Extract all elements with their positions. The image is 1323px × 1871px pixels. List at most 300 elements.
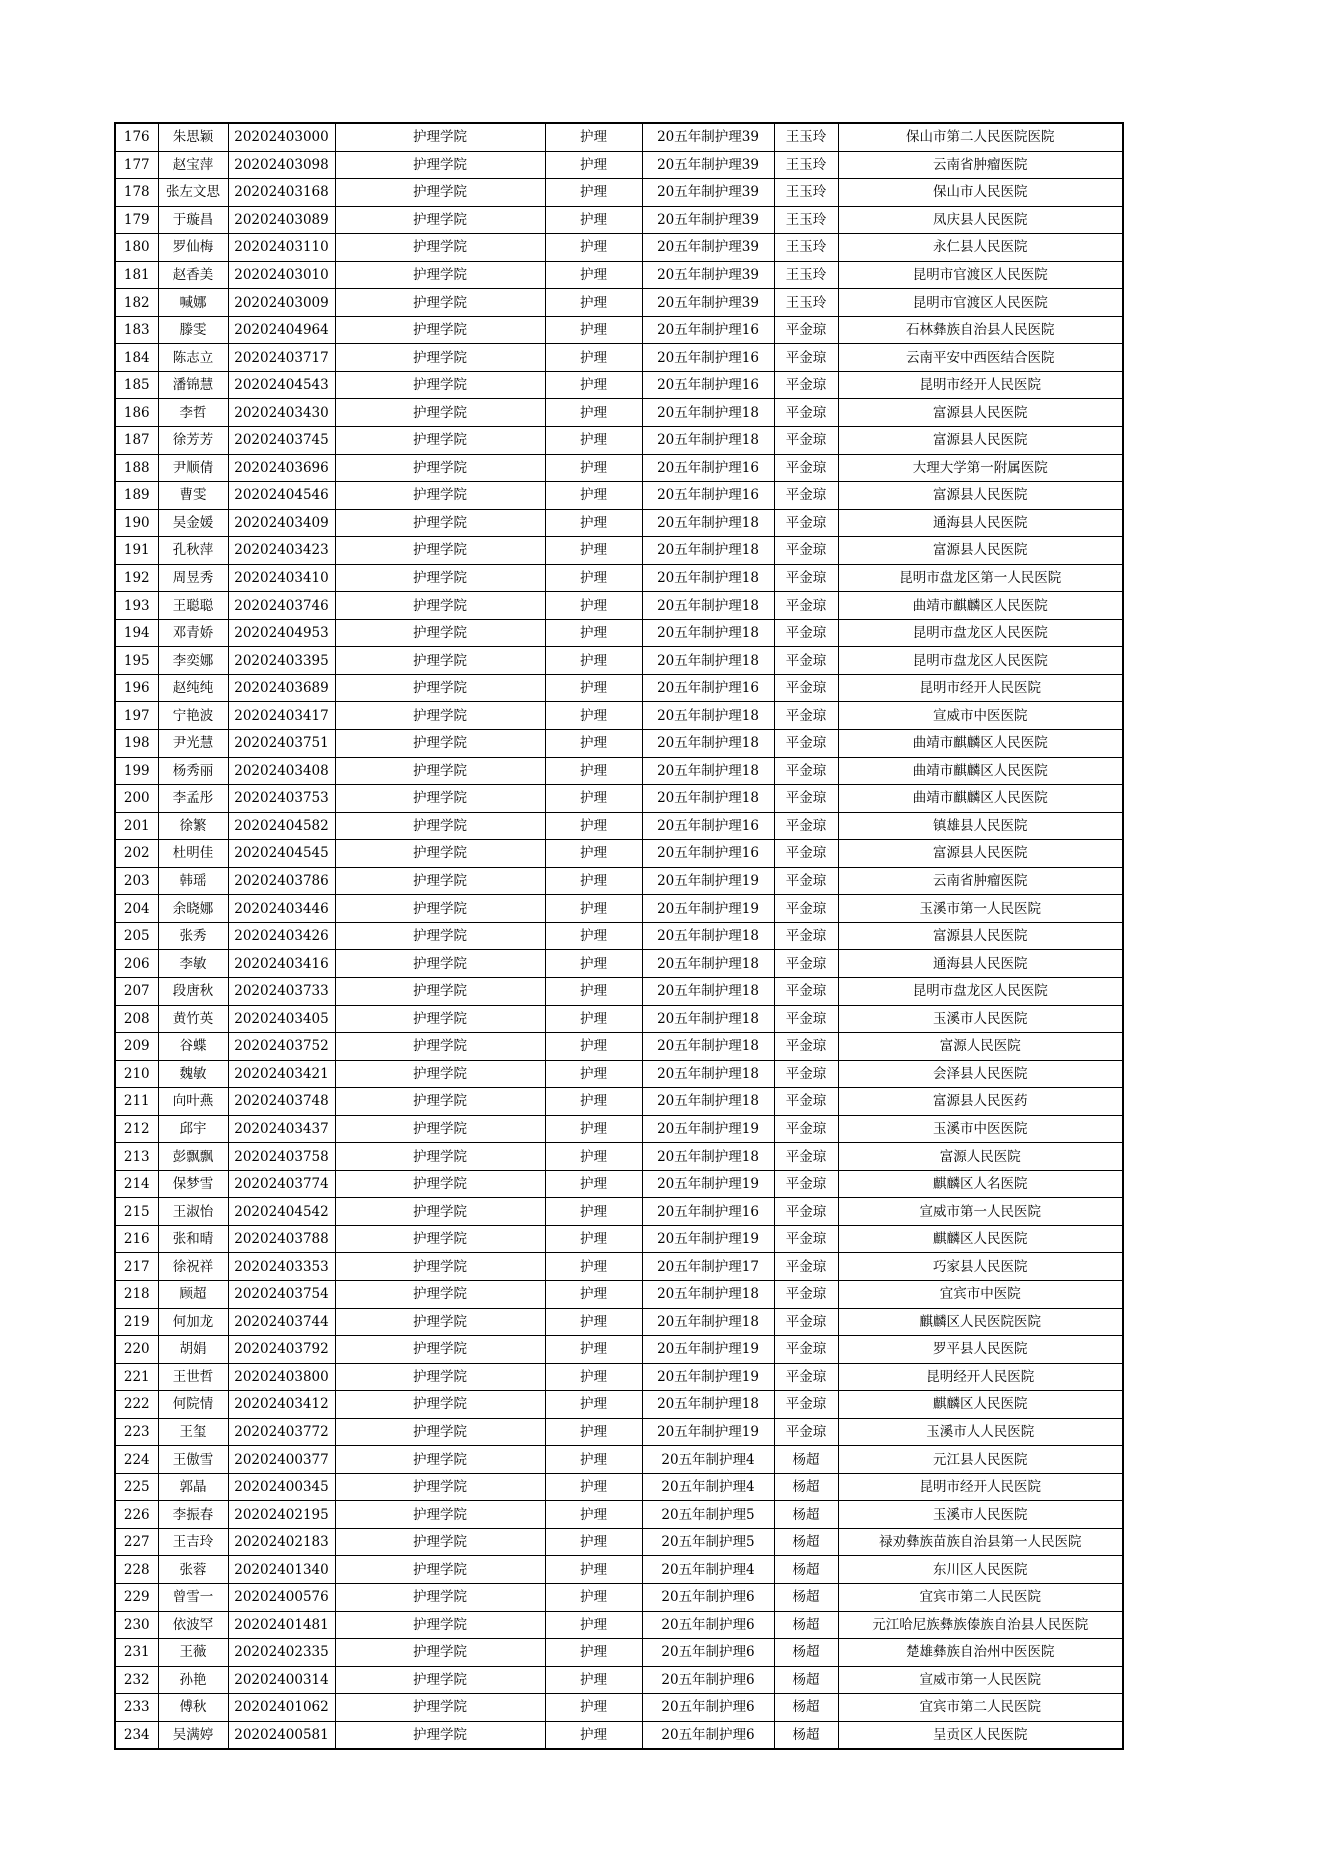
row-number-cell: 195 — [115, 647, 158, 675]
student-id-cell: 20202403417 — [228, 702, 335, 730]
student-id-cell: 20202403410 — [228, 564, 335, 592]
college-cell: 护理学院 — [335, 1611, 545, 1639]
college-cell: 护理学院 — [335, 1198, 545, 1226]
class-name-cell: 20五年制护理6 — [642, 1721, 774, 1749]
row-number-cell: 223 — [115, 1418, 158, 1446]
student-id-cell: 20202403752 — [228, 1033, 335, 1061]
table-row — [115, 1143, 1123, 1171]
major-cell: 护理 — [545, 1253, 642, 1281]
internship-hospital-cell: 保山市人民医院 — [838, 179, 1123, 207]
row-number-cell: 232 — [115, 1666, 158, 1694]
college-cell: 护理学院 — [335, 1528, 545, 1556]
class-name-cell: 20五年制护理39 — [642, 261, 774, 289]
row-number-cell: 191 — [115, 537, 158, 565]
major-cell: 护理 — [545, 482, 642, 510]
class-name-cell: 20五年制护理18 — [642, 757, 774, 785]
college-cell: 护理学院 — [335, 1143, 545, 1171]
row-number-cell: 208 — [115, 1005, 158, 1033]
row-number-cell: 181 — [115, 261, 158, 289]
student-id-cell: 20202400581 — [228, 1721, 335, 1749]
student-id-cell: 20202402195 — [228, 1501, 335, 1529]
table-row — [115, 1694, 1123, 1722]
supervisor-cell: 平金琼 — [774, 371, 838, 399]
internship-hospital-cell: 会泽县人民医院 — [838, 1060, 1123, 1088]
table-row — [115, 1528, 1123, 1556]
student-roster-table — [114, 122, 1124, 1750]
supervisor-cell: 平金琼 — [774, 1225, 838, 1253]
major-cell: 护理 — [545, 785, 642, 813]
internship-hospital-cell: 昆明市盘龙区人民医院 — [838, 619, 1123, 647]
supervisor-cell: 平金琼 — [774, 785, 838, 813]
class-name-cell: 20五年制护理6 — [642, 1583, 774, 1611]
table-row — [115, 206, 1123, 234]
major-cell: 护理 — [545, 592, 642, 620]
student-id-cell: 20202403792 — [228, 1336, 335, 1364]
class-name-cell: 20五年制护理39 — [642, 234, 774, 262]
student-name-cell: 潘锦慧 — [158, 371, 228, 399]
supervisor-cell: 平金琼 — [774, 922, 838, 950]
supervisor-cell: 杨超 — [774, 1446, 838, 1474]
supervisor-cell: 平金琼 — [774, 1336, 838, 1364]
class-name-cell: 20五年制护理5 — [642, 1528, 774, 1556]
internship-hospital-cell: 富源人民医院 — [838, 1033, 1123, 1061]
row-number-cell: 194 — [115, 619, 158, 647]
row-number-cell: 227 — [115, 1528, 158, 1556]
major-cell: 护理 — [545, 399, 642, 427]
internship-hospital-cell: 云南省肿瘤医院 — [838, 151, 1123, 179]
class-name-cell: 20五年制护理18 — [642, 619, 774, 647]
supervisor-cell: 平金琼 — [774, 1088, 838, 1116]
supervisor-cell: 杨超 — [774, 1528, 838, 1556]
internship-hospital-cell: 富源县人民医院 — [838, 922, 1123, 950]
student-name-cell: 王傲雪 — [158, 1446, 228, 1474]
student-name-cell: 朱思颖 — [158, 123, 228, 151]
table-row — [115, 1583, 1123, 1611]
row-number-cell: 188 — [115, 454, 158, 482]
student-name-cell: 滕雯 — [158, 316, 228, 344]
row-number-cell: 198 — [115, 730, 158, 758]
student-name-cell: 周昱秀 — [158, 564, 228, 592]
major-cell: 护理 — [545, 1005, 642, 1033]
college-cell: 护理学院 — [335, 1170, 545, 1198]
table-row — [115, 702, 1123, 730]
student-id-cell: 20202402335 — [228, 1639, 335, 1667]
student-id-cell: 20202403788 — [228, 1225, 335, 1253]
table-row — [115, 1308, 1123, 1336]
college-cell: 护理学院 — [335, 1418, 545, 1446]
supervisor-cell: 平金琼 — [774, 1418, 838, 1446]
supervisor-cell: 平金琼 — [774, 647, 838, 675]
student-id-cell: 20202403353 — [228, 1253, 335, 1281]
internship-hospital-cell: 曲靖市麒麟区人民医院 — [838, 592, 1123, 620]
supervisor-cell: 杨超 — [774, 1473, 838, 1501]
supervisor-cell: 平金琼 — [774, 592, 838, 620]
class-name-cell: 20五年制护理39 — [642, 151, 774, 179]
student-name-cell: 依波罕 — [158, 1611, 228, 1639]
major-cell: 护理 — [545, 1143, 642, 1171]
student-name-cell: 吴金媛 — [158, 509, 228, 537]
student-name-cell: 李振春 — [158, 1501, 228, 1529]
student-id-cell: 20202403748 — [228, 1088, 335, 1116]
supervisor-cell: 平金琼 — [774, 399, 838, 427]
class-name-cell: 20五年制护理18 — [642, 1088, 774, 1116]
major-cell: 护理 — [545, 922, 642, 950]
internship-hospital-cell: 麒麟区人民医院医院 — [838, 1308, 1123, 1336]
class-name-cell: 20五年制护理16 — [642, 454, 774, 482]
student-name-cell: 邓青娇 — [158, 619, 228, 647]
college-cell: 护理学院 — [335, 702, 545, 730]
college-cell: 护理学院 — [335, 1280, 545, 1308]
class-name-cell: 20五年制护理6 — [642, 1611, 774, 1639]
class-name-cell: 20五年制护理18 — [642, 785, 774, 813]
table-row — [115, 1501, 1123, 1529]
table-row — [115, 1033, 1123, 1061]
internship-hospital-cell: 凤庆县人民医院 — [838, 206, 1123, 234]
class-name-cell: 20五年制护理16 — [642, 482, 774, 510]
internship-hospital-cell: 曲靖市麒麟区人民医院 — [838, 757, 1123, 785]
student-id-cell: 20202403395 — [228, 647, 335, 675]
college-cell: 护理学院 — [335, 316, 545, 344]
student-id-cell: 20202403753 — [228, 785, 335, 813]
internship-hospital-cell: 元江县人民医院 — [838, 1446, 1123, 1474]
class-name-cell: 20五年制护理19 — [642, 867, 774, 895]
row-number-cell: 197 — [115, 702, 158, 730]
student-name-cell: 杜明佳 — [158, 840, 228, 868]
internship-hospital-cell: 宜宾市第二人民医院 — [838, 1694, 1123, 1722]
internship-hospital-cell: 宣威市第一人民医院 — [838, 1666, 1123, 1694]
college-cell: 护理学院 — [335, 1088, 545, 1116]
table-row — [115, 1005, 1123, 1033]
class-name-cell: 20五年制护理18 — [642, 702, 774, 730]
class-name-cell: 20五年制护理4 — [642, 1446, 774, 1474]
row-number-cell: 182 — [115, 289, 158, 317]
student-name-cell: 张蓉 — [158, 1556, 228, 1584]
internship-hospital-cell: 宣威市中医医院 — [838, 702, 1123, 730]
row-number-cell: 233 — [115, 1694, 158, 1722]
table-row — [115, 785, 1123, 813]
college-cell: 护理学院 — [335, 1473, 545, 1501]
student-id-cell: 20202403408 — [228, 757, 335, 785]
supervisor-cell: 平金琼 — [774, 564, 838, 592]
table-row — [115, 537, 1123, 565]
college-cell: 护理学院 — [335, 1556, 545, 1584]
student-name-cell: 傅秋 — [158, 1694, 228, 1722]
college-cell: 护理学院 — [335, 344, 545, 372]
major-cell: 护理 — [545, 647, 642, 675]
major-cell: 护理 — [545, 1556, 642, 1584]
class-name-cell: 20五年制护理6 — [642, 1694, 774, 1722]
college-cell: 护理学院 — [335, 371, 545, 399]
college-cell: 护理学院 — [335, 564, 545, 592]
row-number-cell: 203 — [115, 867, 158, 895]
student-name-cell: 余晓娜 — [158, 895, 228, 923]
class-name-cell: 20五年制护理4 — [642, 1556, 774, 1584]
table-row — [115, 1280, 1123, 1308]
student-name-cell: 王吉玲 — [158, 1528, 228, 1556]
college-cell: 护理学院 — [335, 647, 545, 675]
row-number-cell: 226 — [115, 1501, 158, 1529]
row-number-cell: 228 — [115, 1556, 158, 1584]
row-number-cell: 189 — [115, 482, 158, 510]
college-cell: 护理学院 — [335, 179, 545, 207]
supervisor-cell: 平金琼 — [774, 1198, 838, 1226]
internship-hospital-cell: 麒麟区人民医院 — [838, 1391, 1123, 1419]
class-name-cell: 20五年制护理16 — [642, 344, 774, 372]
row-number-cell: 190 — [115, 509, 158, 537]
row-number-cell: 207 — [115, 977, 158, 1005]
major-cell: 护理 — [545, 509, 642, 537]
supervisor-cell: 平金琼 — [774, 619, 838, 647]
internship-hospital-cell: 永仁县人民医院 — [838, 234, 1123, 262]
table-row — [115, 730, 1123, 758]
row-number-cell: 186 — [115, 399, 158, 427]
student-name-cell: 徐芳芳 — [158, 427, 228, 455]
class-name-cell: 20五年制护理16 — [642, 840, 774, 868]
major-cell: 护理 — [545, 1060, 642, 1088]
student-name-cell: 李奕娜 — [158, 647, 228, 675]
internship-hospital-cell: 昆明市经开人民医院 — [838, 674, 1123, 702]
table-row — [115, 1473, 1123, 1501]
supervisor-cell: 平金琼 — [774, 1033, 838, 1061]
student-name-cell: 向叶燕 — [158, 1088, 228, 1116]
row-number-cell: 209 — [115, 1033, 158, 1061]
row-number-cell: 205 — [115, 922, 158, 950]
student-name-cell: 徐祝祥 — [158, 1253, 228, 1281]
internship-hospital-cell: 昆明市盘龙区第一人民医院 — [838, 564, 1123, 592]
college-cell: 护理学院 — [335, 1583, 545, 1611]
student-name-cell: 王玺 — [158, 1418, 228, 1446]
major-cell: 护理 — [545, 1418, 642, 1446]
student-id-cell: 20202404546 — [228, 482, 335, 510]
row-number-cell: 202 — [115, 840, 158, 868]
row-number-cell: 211 — [115, 1088, 158, 1116]
college-cell: 护理学院 — [335, 1005, 545, 1033]
table-row — [115, 922, 1123, 950]
major-cell: 护理 — [545, 1391, 642, 1419]
major-cell: 护理 — [545, 1363, 642, 1391]
student-name-cell: 吴满婷 — [158, 1721, 228, 1749]
student-id-cell: 20202403733 — [228, 977, 335, 1005]
college-cell: 护理学院 — [335, 1639, 545, 1667]
supervisor-cell: 平金琼 — [774, 1391, 838, 1419]
table-row — [115, 867, 1123, 895]
supervisor-cell: 平金琼 — [774, 730, 838, 758]
student-name-cell: 罗仙梅 — [158, 234, 228, 262]
major-cell: 护理 — [545, 702, 642, 730]
college-cell: 护理学院 — [335, 151, 545, 179]
student-name-cell: 王聪聪 — [158, 592, 228, 620]
student-id-cell: 20202400377 — [228, 1446, 335, 1474]
college-cell: 护理学院 — [335, 1033, 545, 1061]
student-name-cell: 曹雯 — [158, 482, 228, 510]
college-cell: 护理学院 — [335, 674, 545, 702]
table-row — [115, 674, 1123, 702]
table-row — [115, 1363, 1123, 1391]
internship-hospital-cell: 通海县人民医院 — [838, 950, 1123, 978]
college-cell: 护理学院 — [335, 840, 545, 868]
class-name-cell: 20五年制护理16 — [642, 316, 774, 344]
supervisor-cell: 平金琼 — [774, 977, 838, 1005]
student-id-cell: 20202403774 — [228, 1170, 335, 1198]
student-name-cell: 赵宝萍 — [158, 151, 228, 179]
major-cell: 护理 — [545, 1501, 642, 1529]
class-name-cell: 20五年制护理16 — [642, 371, 774, 399]
internship-hospital-cell: 曲靖市麒麟区人民医院 — [838, 730, 1123, 758]
student-name-cell: 顾超 — [158, 1280, 228, 1308]
student-id-cell: 20202404545 — [228, 840, 335, 868]
student-id-cell: 20202401062 — [228, 1694, 335, 1722]
table-row — [115, 261, 1123, 289]
major-cell: 护理 — [545, 1198, 642, 1226]
major-cell: 护理 — [545, 564, 642, 592]
student-name-cell: 张左文思 — [158, 179, 228, 207]
class-name-cell: 20五年制护理18 — [642, 950, 774, 978]
student-id-cell: 20202403430 — [228, 399, 335, 427]
major-cell: 护理 — [545, 1473, 642, 1501]
college-cell: 护理学院 — [335, 1308, 545, 1336]
college-cell: 护理学院 — [335, 454, 545, 482]
supervisor-cell: 平金琼 — [774, 1170, 838, 1198]
major-cell: 护理 — [545, 1336, 642, 1364]
major-cell: 护理 — [545, 1225, 642, 1253]
row-number-cell: 196 — [115, 674, 158, 702]
supervisor-cell: 杨超 — [774, 1501, 838, 1529]
supervisor-cell: 杨超 — [774, 1721, 838, 1749]
college-cell: 护理学院 — [335, 399, 545, 427]
college-cell: 护理学院 — [335, 427, 545, 455]
table-row — [115, 179, 1123, 207]
table-row — [115, 1115, 1123, 1143]
major-cell: 护理 — [545, 289, 642, 317]
supervisor-cell: 平金琼 — [774, 537, 838, 565]
college-cell: 护理学院 — [335, 619, 545, 647]
table-row — [115, 840, 1123, 868]
major-cell: 护理 — [545, 730, 642, 758]
class-name-cell: 20五年制护理6 — [642, 1666, 774, 1694]
table-row — [115, 509, 1123, 537]
class-name-cell: 20五年制护理39 — [642, 206, 774, 234]
student-id-cell: 20202404543 — [228, 371, 335, 399]
table-row — [115, 151, 1123, 179]
table-row — [115, 1611, 1123, 1639]
row-number-cell: 204 — [115, 895, 158, 923]
student-id-cell: 20202403786 — [228, 867, 335, 895]
major-cell: 护理 — [545, 261, 642, 289]
row-number-cell: 218 — [115, 1280, 158, 1308]
major-cell: 护理 — [545, 950, 642, 978]
table-row — [115, 399, 1123, 427]
supervisor-cell: 杨超 — [774, 1556, 838, 1584]
supervisor-cell: 王玉玲 — [774, 151, 838, 179]
row-number-cell: 179 — [115, 206, 158, 234]
internship-hospital-cell: 镇雄县人民医院 — [838, 812, 1123, 840]
student-name-cell: 邱宇 — [158, 1115, 228, 1143]
internship-hospital-cell: 昆明市经开人民医院 — [838, 1473, 1123, 1501]
major-cell: 护理 — [545, 812, 642, 840]
student-id-cell: 20202403426 — [228, 922, 335, 950]
internship-hospital-cell: 宜宾市第二人民医院 — [838, 1583, 1123, 1611]
supervisor-cell: 杨超 — [774, 1611, 838, 1639]
internship-hospital-cell: 云南平安中西医结合医院 — [838, 344, 1123, 372]
student-id-cell: 20202401481 — [228, 1611, 335, 1639]
student-id-cell: 20202403000 — [228, 123, 335, 151]
student-name-cell: 曾雪一 — [158, 1583, 228, 1611]
major-cell: 护理 — [545, 1308, 642, 1336]
student-id-cell: 20202400314 — [228, 1666, 335, 1694]
supervisor-cell: 平金琼 — [774, 812, 838, 840]
internship-hospital-cell: 楚雄彝族自治州中医医院 — [838, 1639, 1123, 1667]
class-name-cell: 20五年制护理19 — [642, 895, 774, 923]
supervisor-cell: 平金琼 — [774, 509, 838, 537]
major-cell: 护理 — [545, 1694, 642, 1722]
major-cell: 护理 — [545, 1611, 642, 1639]
class-name-cell: 20五年制护理18 — [642, 1391, 774, 1419]
internship-hospital-cell: 昆明市官渡区人民医院 — [838, 261, 1123, 289]
class-name-cell: 20五年制护理18 — [642, 922, 774, 950]
supervisor-cell: 平金琼 — [774, 1280, 838, 1308]
college-cell: 护理学院 — [335, 812, 545, 840]
student-id-cell: 20202403751 — [228, 730, 335, 758]
college-cell: 护理学院 — [335, 1501, 545, 1529]
internship-hospital-cell: 昆明经开人民医院 — [838, 1363, 1123, 1391]
college-cell: 护理学院 — [335, 1666, 545, 1694]
major-cell: 护理 — [545, 1088, 642, 1116]
table-row — [115, 316, 1123, 344]
supervisor-cell: 平金琼 — [774, 895, 838, 923]
major-cell: 护理 — [545, 619, 642, 647]
class-name-cell: 20五年制护理19 — [642, 1115, 774, 1143]
major-cell: 护理 — [545, 427, 642, 455]
student-name-cell: 彭飘飘 — [158, 1143, 228, 1171]
college-cell: 护理学院 — [335, 1253, 545, 1281]
student-id-cell: 20202403437 — [228, 1115, 335, 1143]
internship-hospital-cell: 昆明市盘龙区人民医院 — [838, 977, 1123, 1005]
internship-hospital-cell: 宜宾市中医院 — [838, 1280, 1123, 1308]
class-name-cell: 20五年制护理18 — [642, 592, 774, 620]
class-name-cell: 20五年制护理17 — [642, 1253, 774, 1281]
supervisor-cell: 王玉玲 — [774, 261, 838, 289]
table-row — [115, 647, 1123, 675]
supervisor-cell: 平金琼 — [774, 1363, 838, 1391]
major-cell: 护理 — [545, 316, 642, 344]
row-number-cell: 185 — [115, 371, 158, 399]
major-cell: 护理 — [545, 867, 642, 895]
student-name-cell: 杨秀丽 — [158, 757, 228, 785]
class-name-cell: 20五年制护理18 — [642, 509, 774, 537]
internship-hospital-cell: 麒麟区人民医院 — [838, 1225, 1123, 1253]
class-name-cell: 20五年制护理18 — [642, 1033, 774, 1061]
student-id-cell: 20202403800 — [228, 1363, 335, 1391]
row-number-cell: 220 — [115, 1336, 158, 1364]
table-row — [115, 1198, 1123, 1226]
class-name-cell: 20五年制护理18 — [642, 1308, 774, 1336]
college-cell: 护理学院 — [335, 1060, 545, 1088]
class-name-cell: 20五年制护理19 — [642, 1336, 774, 1364]
table-row — [115, 427, 1123, 455]
student-name-cell: 孔秋萍 — [158, 537, 228, 565]
supervisor-cell: 平金琼 — [774, 950, 838, 978]
college-cell: 护理学院 — [335, 1694, 545, 1722]
student-name-cell: 张秀 — [158, 922, 228, 950]
student-name-cell: 陈志立 — [158, 344, 228, 372]
class-name-cell: 20五年制护理4 — [642, 1473, 774, 1501]
major-cell: 护理 — [545, 151, 642, 179]
student-id-cell: 20202403689 — [228, 674, 335, 702]
student-name-cell: 何加龙 — [158, 1308, 228, 1336]
row-number-cell: 213 — [115, 1143, 158, 1171]
class-name-cell: 20五年制护理18 — [642, 1005, 774, 1033]
supervisor-cell: 平金琼 — [774, 1253, 838, 1281]
